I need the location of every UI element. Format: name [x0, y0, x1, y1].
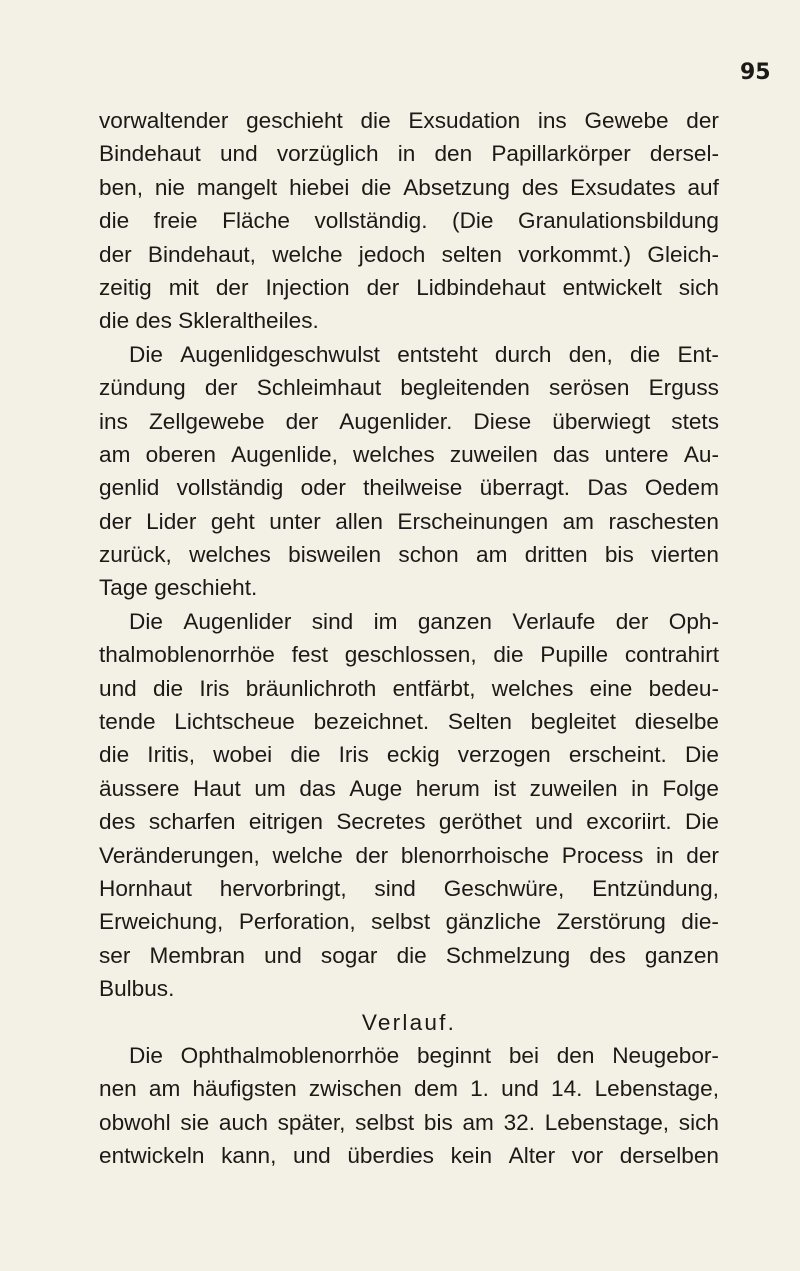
word: am: [148, 1076, 181, 1102]
text-line: [99, 972, 719, 1005]
word: Absetzung: [403, 174, 510, 200]
word: Ent-: [677, 341, 719, 367]
word: Erweichung,: [99, 909, 224, 935]
word: vorwaltender: [99, 108, 229, 133]
word: ist: [493, 775, 517, 801]
word: welches: [491, 675, 574, 701]
word: welche: [272, 241, 343, 267]
word: 32.: [503, 1109, 535, 1135]
word: sich: [678, 1109, 719, 1135]
word: ins: [537, 108, 567, 133]
word: eine: [589, 675, 633, 701]
word: geschieht: [246, 108, 343, 133]
word: am: [476, 542, 508, 568]
text-line: [99, 271, 719, 304]
word: Process: [561, 842, 644, 868]
word: Lebenstage,: [544, 1109, 670, 1135]
word: Veränderungen,: [99, 842, 260, 868]
body-text: [99, 104, 719, 1173]
word: der: [285, 408, 319, 434]
word: beginnt: [416, 1042, 492, 1068]
word: Zerstörung: [556, 909, 666, 935]
word: theilweise: [363, 475, 463, 501]
word: vierten: [651, 542, 719, 568]
word: Bindehaut,: [147, 241, 256, 267]
word: Exsudation: [408, 108, 521, 133]
word: Skleraltheiles.: [178, 308, 319, 334]
word: kein: [450, 1143, 493, 1169]
word: das: [552, 441, 590, 467]
word: geschlossen,: [344, 642, 477, 668]
paragraph: [99, 605, 719, 1006]
page-number: 95: [740, 60, 771, 85]
word: Pupille: [540, 642, 609, 668]
word: Tage: [99, 575, 148, 601]
word: bezeichnet.: [313, 709, 430, 735]
word: zuweilen: [449, 441, 538, 467]
word: geröthet: [438, 809, 522, 835]
word: die: [152, 675, 184, 701]
word: sich: [678, 274, 719, 300]
word: Die: [129, 608, 163, 634]
word: häufigsten: [192, 1076, 297, 1102]
word: die: [360, 108, 391, 133]
word: entfärbt,: [392, 675, 476, 701]
text-line: [99, 839, 719, 872]
word: derselben: [619, 1143, 719, 1169]
word: Secretes: [336, 809, 426, 835]
word: Lidbindehaut: [416, 274, 546, 300]
word: mit: [168, 274, 199, 300]
word: oder: [300, 475, 346, 501]
word: vorkommt.): [518, 241, 632, 267]
word: die: [99, 208, 130, 234]
text-line: [99, 104, 719, 137]
word: verzogen: [457, 742, 551, 768]
word: Die: [684, 742, 719, 768]
text-line: [99, 672, 719, 705]
word: später,: [277, 1109, 346, 1135]
word: freie: [153, 208, 198, 234]
text-line: [99, 905, 719, 938]
word: obwohl: [99, 1109, 171, 1135]
word: die: [99, 742, 130, 768]
text-line: [99, 805, 719, 838]
word: der: [99, 508, 132, 534]
word: Die: [129, 341, 163, 367]
word: geht: [210, 508, 255, 534]
word: hiebei: [289, 174, 350, 200]
word: zündung: [99, 375, 186, 401]
text-line: [99, 772, 719, 805]
word: Hornhaut: [99, 875, 192, 901]
word: Augenlide,: [231, 441, 338, 467]
text-line: [99, 1106, 719, 1139]
word: Augenlider: [183, 608, 292, 634]
word: zurück,: [99, 542, 172, 568]
word: die-: [681, 909, 719, 935]
word: Ophthalmoblenorrhöe: [180, 1042, 400, 1068]
word: eitrigen: [248, 809, 323, 835]
text-line: [99, 638, 719, 671]
word: der: [204, 375, 238, 401]
word: und: [264, 942, 302, 968]
word: des: [589, 942, 626, 968]
word: jedoch: [358, 241, 426, 267]
word: excoriirt.: [586, 809, 672, 835]
word: nen: [99, 1076, 137, 1102]
word: ganzen: [644, 942, 719, 968]
word: entsteht: [397, 341, 478, 367]
word: auch: [218, 1109, 268, 1135]
text-line: [99, 338, 719, 371]
word: fest: [291, 642, 328, 668]
word: herum: [415, 775, 480, 801]
text-line: [99, 1039, 719, 1072]
text-line: [99, 1072, 719, 1105]
word: dem: [413, 1076, 458, 1102]
word: entwickeln: [99, 1143, 205, 1169]
text-line: [99, 872, 719, 905]
word: vor: [571, 1143, 604, 1169]
text-line: [99, 438, 719, 471]
word: Gewebe: [584, 108, 669, 133]
text-line: [99, 204, 719, 237]
text-line: [99, 304, 719, 337]
word: Verlaufe: [512, 608, 596, 634]
word: den,: [568, 341, 613, 367]
word: zwischen: [308, 1076, 402, 1102]
word: Neugebor-: [612, 1042, 719, 1068]
text-line: [99, 371, 719, 404]
text-line: [99, 705, 719, 738]
word: ben,: [99, 174, 143, 200]
word: ganzen: [417, 608, 492, 634]
word: ser: [99, 942, 131, 968]
word: wobei: [213, 742, 273, 768]
word: Iritis,: [147, 742, 195, 768]
word: Granulationsbildung: [518, 208, 719, 234]
word: die: [630, 341, 661, 367]
word: Lider: [146, 508, 197, 534]
word: bisweilen: [288, 542, 382, 568]
word: Oedem: [644, 475, 719, 501]
word: durch: [494, 341, 552, 367]
word: bei: [508, 1042, 539, 1068]
text-line: [99, 171, 719, 204]
word: bedeu-: [648, 675, 719, 701]
word: Gleich-: [647, 241, 719, 267]
word: Papillarkörper: [491, 141, 631, 167]
word: Erguss: [648, 375, 719, 401]
word: der: [615, 608, 649, 634]
word: und: [501, 1076, 539, 1102]
word: bis: [604, 542, 634, 568]
word: Au-: [683, 441, 719, 467]
word: Injection: [265, 274, 350, 300]
text-line: [99, 1139, 719, 1172]
word: Folge: [662, 775, 719, 801]
word: überdies: [347, 1143, 434, 1169]
word: Schmelzung: [445, 942, 571, 968]
word: vollständig: [176, 475, 284, 501]
word: um: [254, 775, 286, 801]
word: im: [373, 608, 398, 634]
word: Iris: [338, 742, 369, 768]
word: der: [355, 842, 389, 868]
paragraph: [99, 1039, 719, 1173]
word: Diese: [473, 408, 532, 434]
word: Haut: [193, 775, 241, 801]
word: (Die: [452, 208, 494, 234]
word: Perforation,: [238, 909, 356, 935]
word: in: [656, 842, 674, 868]
word: den: [556, 1042, 595, 1068]
word: zuweilen: [529, 775, 618, 801]
word: dersel-: [649, 141, 719, 167]
word: contrahirt: [624, 642, 719, 668]
word: hervorbringt,: [219, 875, 347, 901]
word: welches: [353, 441, 435, 467]
word: selbst: [355, 1109, 415, 1135]
word: Exsudates: [570, 174, 676, 200]
word: Die: [685, 809, 719, 835]
word: Das: [587, 475, 628, 501]
text-line: [99, 238, 719, 271]
word: Lichtscheue: [174, 709, 295, 735]
text-line: [99, 505, 719, 538]
word: sind: [311, 608, 354, 634]
text-line: [99, 538, 719, 571]
word: sie: [180, 1109, 210, 1135]
text-line: [99, 137, 719, 170]
word: tende: [99, 709, 156, 735]
text-line: [99, 738, 719, 771]
word: entwickelt: [562, 274, 662, 300]
word: Bulbus.: [99, 976, 175, 1002]
word: bräunlichroth: [245, 675, 377, 701]
word: gänzliche: [445, 909, 542, 935]
word: scharfen: [148, 809, 236, 835]
word: äussere: [99, 775, 180, 801]
word: dritten: [524, 542, 588, 568]
paragraph: [99, 338, 719, 605]
word: Schleimhaut: [256, 375, 382, 401]
text-line: [99, 605, 719, 638]
word: schon: [398, 542, 459, 568]
word: Erscheinungen: [397, 508, 549, 534]
word: thalmoblenorrhöe: [99, 642, 275, 668]
word: welches: [189, 542, 271, 568]
word: ins: [99, 408, 128, 434]
word: mangelt: [196, 174, 278, 200]
word: eckig: [386, 742, 440, 768]
word: nie: [154, 174, 185, 200]
word: erscheint.: [568, 742, 667, 768]
word: überwiegt: [552, 408, 651, 434]
word: vorzüglich: [276, 141, 379, 167]
word: des: [521, 174, 559, 200]
word: Auge: [349, 775, 403, 801]
text-line: [99, 571, 719, 604]
word: Augenlider.: [339, 408, 453, 434]
word: Die: [129, 1042, 163, 1068]
word: der: [99, 241, 132, 267]
word: und: [99, 675, 137, 701]
word: stets: [671, 408, 719, 434]
word: der: [366, 274, 400, 300]
word: am: [562, 508, 594, 534]
word: das: [299, 775, 336, 801]
word: die: [290, 742, 321, 768]
word: untere: [604, 441, 669, 467]
word: Geschwüre,: [443, 875, 565, 901]
word: Zellgewebe: [148, 408, 265, 434]
word: Bindehaut: [99, 141, 201, 167]
word: Iris: [199, 675, 230, 701]
word: Fläche: [222, 208, 290, 234]
word: auf: [687, 174, 719, 200]
word: am: [99, 441, 131, 467]
word: bis: [423, 1109, 453, 1135]
word: Oph-: [668, 608, 719, 634]
word: 14.: [551, 1076, 583, 1102]
word: die: [361, 174, 392, 200]
text-line: [99, 471, 719, 504]
section-heading: Verlauf.: [361, 1009, 457, 1035]
word: die: [99, 308, 130, 334]
word: selten: [441, 241, 502, 267]
word: vollständig.: [314, 208, 428, 234]
word: genlid: [99, 475, 160, 501]
word: und: [535, 809, 573, 835]
word: raschesten: [608, 508, 719, 534]
word: begleitenden: [400, 375, 530, 401]
word: in: [631, 775, 649, 801]
word: Selten: [447, 709, 512, 735]
paragraph: [99, 104, 719, 338]
word: serösen: [549, 375, 630, 401]
word: des: [99, 809, 136, 835]
word: sind: [374, 875, 416, 901]
word: den: [434, 141, 473, 167]
word: blenorrhoische: [400, 842, 550, 868]
word: der: [686, 108, 719, 133]
word: Alter: [508, 1143, 556, 1169]
word: allen: [335, 508, 383, 534]
word: in: [397, 141, 416, 167]
word: begleitet: [530, 709, 617, 735]
word: des: [135, 308, 172, 334]
word: dieselbe: [634, 709, 719, 735]
word: die: [396, 942, 427, 968]
word: zeitig: [99, 274, 152, 300]
word: Entzündung,: [592, 875, 719, 901]
word: geschieht.: [154, 575, 258, 601]
word: oberen: [145, 441, 216, 467]
word: Augenlidgeschwulst: [180, 341, 380, 367]
word: welche: [272, 842, 343, 868]
word: unter: [269, 508, 321, 534]
text-line: [99, 405, 719, 438]
word: überragt.: [479, 475, 571, 501]
word: der: [215, 274, 249, 300]
word: selbst: [371, 909, 431, 935]
word: und: [293, 1143, 331, 1169]
word: und: [219, 141, 258, 167]
word: Lebenstage,: [594, 1076, 719, 1102]
text-line: [99, 939, 719, 972]
word: die: [493, 642, 524, 668]
word: kann,: [221, 1143, 277, 1169]
word: sogar: [320, 942, 378, 968]
word: der: [686, 842, 719, 868]
word: Membran: [149, 942, 245, 968]
word: am: [462, 1109, 494, 1135]
word: 1.: [470, 1076, 489, 1102]
